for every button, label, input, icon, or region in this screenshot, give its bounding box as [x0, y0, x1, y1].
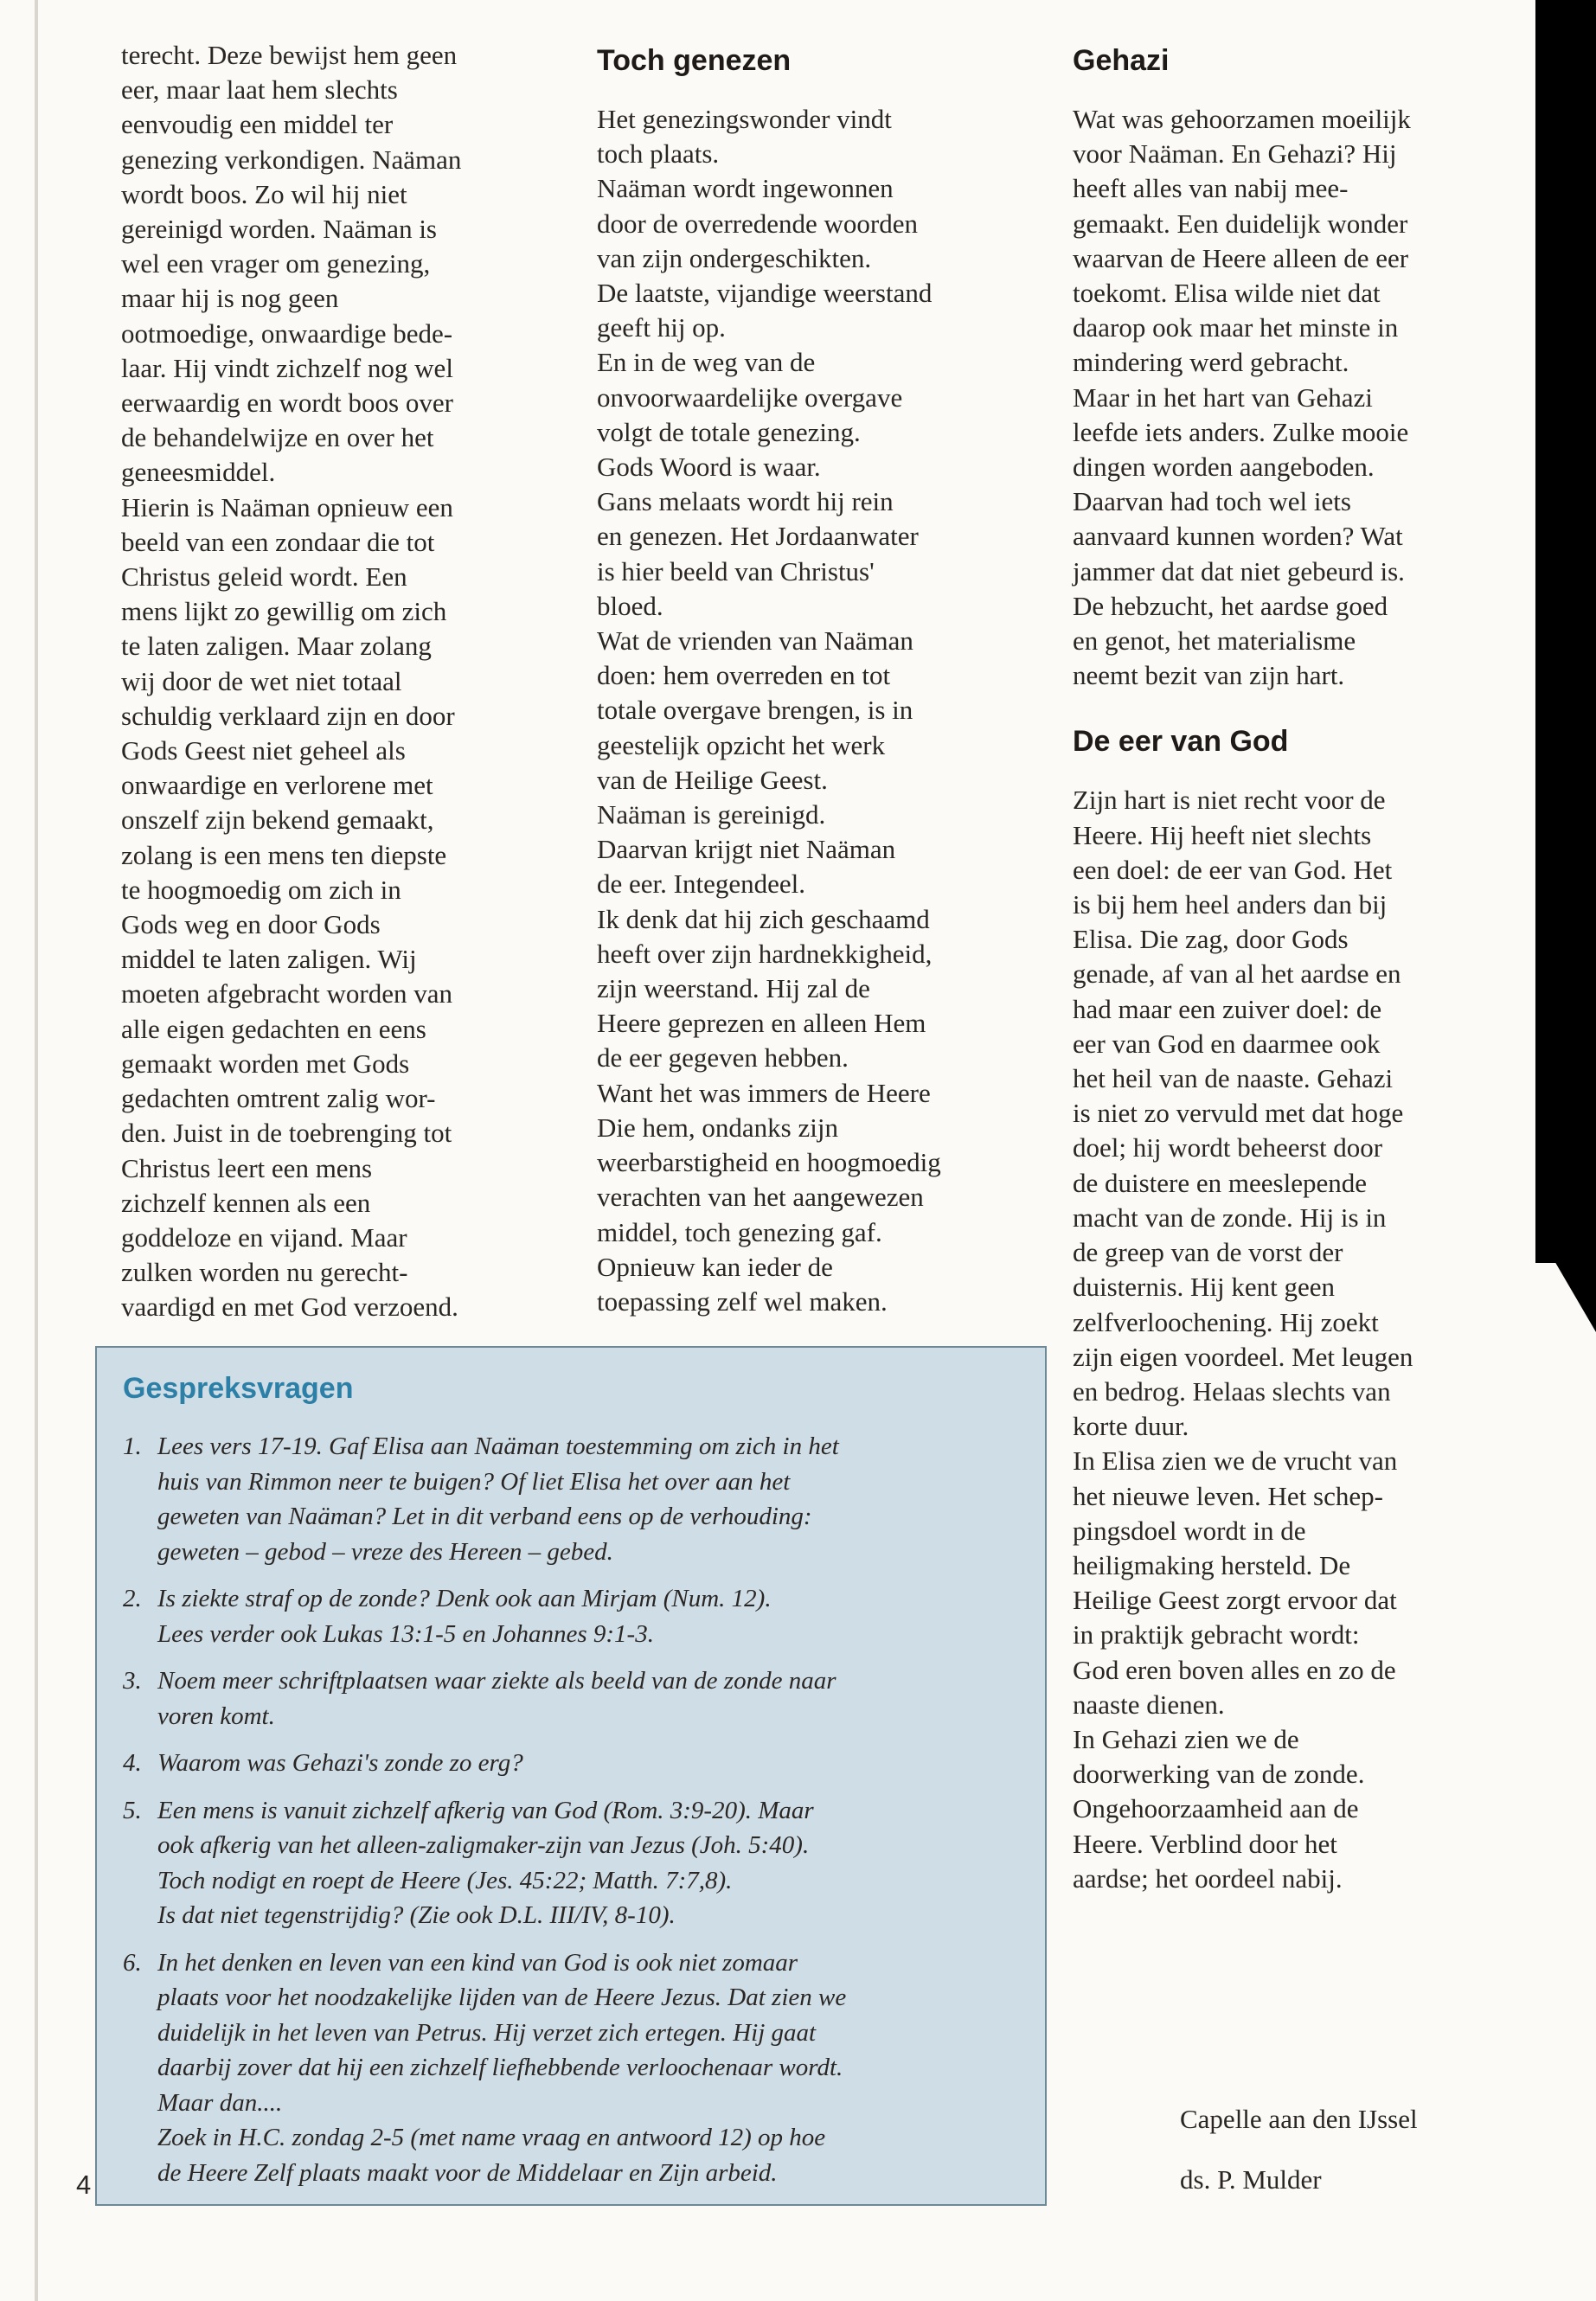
question-number: 3. [123, 1667, 142, 1695]
signature-place: Capelle aan den IJssel [1180, 2104, 1418, 2134]
question-number: 1. [123, 1433, 142, 1460]
questions-list [123, 1429, 1031, 2202]
page-number: 4 [76, 2170, 92, 2200]
question-item [123, 1663, 1031, 1734]
question-number: 5. [123, 1796, 142, 1824]
heading-toch-genezen: Toch genezen [597, 44, 792, 77]
black-margin-bar-tip [1535, 1228, 1596, 1332]
column-3 [1073, 38, 1514, 1896]
question-number: 2. [123, 1585, 142, 1612]
question-item [123, 1945, 1031, 2191]
question-item [123, 1793, 1031, 1933]
question-text: Noem meer schriftplaatsen waar ziekte als beeld van de zonde naar voren komt. [157, 1667, 836, 1730]
question-text: Is ziekte straf op de zonde? Denk ook aan Mirjam (Num. 12). Lees verder ook Lukas 13:1-5 en Johannes 9:1-3. [157, 1585, 772, 1648]
column1-paragraph-2: Hierin is Naäman opnieuw een beeld van een zondaar die tot Christus geleid wordt. Een mens lijkt zo gewillig om zich te laten zaligen. Maar zolang wij door de wet niet totaal schuldig verklaard zijn en door Gods Geest niet geheel als onwaardige en verlorene met onszelf zijn bekend gemaakt, zolang is een mens ten diepste te hoogmoedig om zich in Gods weg en door Gods middel te laten zaligen. Wij moeten afgebracht worden van alle eigen gedachten en eens gemaakt worden met Gods gedachten omtrent zalig wor- den. Juist in de toebrenging tot Christus leert een mens zichzelf kennen als een goddeloze en vijand. Maar zulken worden nu gerecht- vaardigd en met God verzoend. [121, 491, 458, 1323]
question-item [123, 1581, 1031, 1651]
column3-paragraph-2: Zijn hart is niet recht voor de Heere. Hij heeft niet slechts een doel: de eer van God. Het is bij hem heel anders dan bij Elisa. Die zag, door Gods genade, af van al het aardse en had maar een zuiver doel: de eer van God en daarmee ook het heil van de naaste. Gehazi is niet zo vervuld met dat hoge doel; hij wordt beheerst door de duistere en meeslepende macht van de zonde. Hij is in de greep van de vorst der duisternis. Hij kent geen zelfverloochening. Hij zoekt zijn eigen voordeel. Met leugen en bedrog. Helaas slechts van korte duur. In Elisa zien we de vrucht van het nieuwe leven. Het schep- pingsdoel wordt in de heiligmaking hersteld. De Heilige Geest zorgt ervoor dat in praktijk gebracht wordt: God eren boven alles en zo de naaste dienen. In Gehazi zien we de doorwerking van de zonde. Ongehoorzaamheid aan de Heere. Verblind door het aardse; het oordeel nabij. [1073, 785, 1413, 1894]
column2-paragraph: Het genezingswonder vindt toch plaats. Naäman wordt ingewonnen door de overredende woorden van zijn ondergeschikten. De laatste, vijandige weerstand geeft hij op. En in de weg van de onvoorwaardelijke overgave volgt de totale genezing. Gods Woord is waar. Gans melaats wordt hij rein en genezen. Het Jordaanwater is hier beeld van Christus' bloed. Wat de vrienden van Naäman doen: hem overreden en tot totale overgave brengen, is in geestelijk opzicht het werk van de Heilige Geest. Naäman is gereinigd. Daarvan krijgt niet Naäman de eer. Integendeel. Ik denk dat hij zich geschaamd heeft over zijn hardnekkigheid, zijn weerstand. Hij zal de Heere geprezen en alleen Hem de eer gegeven hebben. Want het was immers de Heere Die hem, ondanks zijn weerbarstigheid en hoogmoedig verachten van het aangewezen middel, toch genezing gaf. Opnieuw kan ieder de toepassing zelf wel maken. [597, 104, 941, 1317]
question-item [123, 1429, 1031, 1569]
questions-box [95, 1346, 1047, 2206]
heading-gehazi: Gehazi [1073, 44, 1170, 77]
question-text: Een mens is vanuit zichzelf afkerig van God (Rom. 3:9-20). Maar ook afkerig van het alleen-zaligmaker-zijn van Jezus (Joh. 5:40). Toch nodigt en roept de Heere (Jes. 45:22; Matth. 7:7,8). Is dat niet tegenstrijdig? (Zie ook D.L. III/IV, 8-10). [157, 1796, 814, 1929]
column-2 [597, 38, 1047, 1319]
column1-paragraph-1: terecht. Deze bewijst hem geen eer, maar laat hem slechts eenvoudig een middel ter genezing verkondigen. Naäman wordt boos. Zo wil hij niet gereinigd worden. Naäman is wel een vrager om genezing, maar hij is nog geen ootmoedige, onwaardige bede- laar. Hij vindt zichzelf nog wel eerwaardig en wordt boos over de behandelwijze en over het geneesmiddel. [121, 40, 462, 488]
question-number: 4. [123, 1749, 142, 1777]
question-text: Lees vers 17-19. Gaf Elisa aan Naäman toestemming om zich in het huis van Rimmon neer te buigen? Of liet Elisa het over aan het geweten van Naäman? Let in dit verband eens op de verhouding: geweten – gebod – vreze des Hereen – gebed. [157, 1433, 839, 1566]
signature-name: ds. P. Mulder [1180, 2164, 1322, 2195]
question-item [123, 1746, 1031, 1781]
question-number: 6. [123, 1948, 142, 1977]
column-1 [121, 38, 554, 1325]
question-text: In het denken en leven van een kind van God is ook niet zomaar plaats voor het noodzakelijke lijden van de Heere Jezus. Dat zien we duidelijk in het leven van Petrus. Hij verzet zich ertegen. Hij gaat daarbij zover dat hij een zichzelf liefhebbende verloochenaar wordt. Maar dan.... Zoek in H.C. zondag 2-5 (met name vraag en antwoord 12) op hoe de Heere Zelf plaats maakt voor de Middelaar en Zijn arbeid. [157, 1948, 847, 2187]
heading-de-eer-van-god: De eer van God [1073, 725, 1289, 759]
page-edge [35, 0, 38, 2301]
questions-title: Gespreksvragen [123, 1372, 354, 1405]
question-text: Waarom was Gehazi's zonde zo erg? [157, 1749, 523, 1777]
column3-paragraph-1: Wat was gehoorzamen moeilijk voor Naäman. En Gehazi? Hij heeft alles van nabij mee- gemaakt. Een duidelijk wonder waarvan de Heere alleen de eer toekomt. Elisa wilde niet dat daarop ook maar het minste in mindering werd gebracht. Maar in het hart van Gehazi leefde iets anders. Zulke mooie dingen worden aangeboden. Daarvan had toch wel iets aanvaard kunnen worden? Wat jammer dat dat niet gebeurd is. De hebzucht, het aardse goed en genot, het materialisme neemt bezit van zijn hart. [1073, 104, 1411, 691]
black-margin-bar [1535, 0, 1596, 1263]
